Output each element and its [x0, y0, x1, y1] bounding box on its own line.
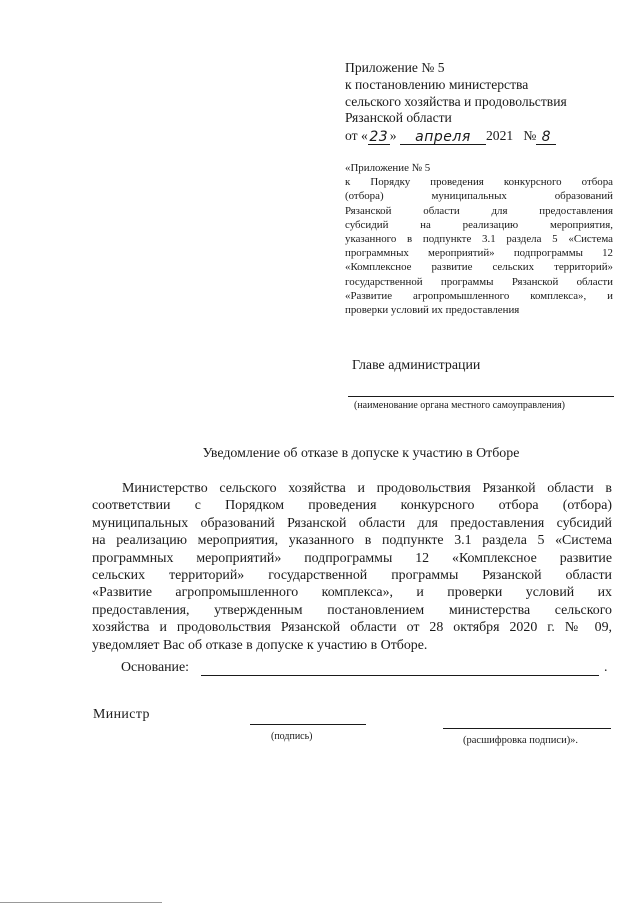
inner-line: к Порядку проведения конкурсного отбора [345, 176, 613, 189]
decode-line [443, 728, 611, 729]
inner-line: указанного в подпункте 3.1 раздела 5 «Система [345, 233, 613, 246]
appendix-header [345, 60, 625, 145]
appendix-title: Приложение № 5 [345, 60, 445, 75]
body-line: «Развитие агропромышленного комплекса», и проверки условий их [92, 585, 612, 601]
inner-line: «Комплексное развитие сельских территорий» [345, 261, 613, 274]
inner-line: субсидий на реализацию мероприятия, [345, 218, 613, 231]
date-day: 23 [369, 128, 389, 145]
addressee-label: Главе администрации [352, 358, 481, 373]
inner-line: государственной программы Рязанской области [345, 275, 613, 288]
body-line: хозяйства и продовольствия Рязанской области от 28 октября 2020 г. № 09, [92, 620, 612, 636]
appendix-line-3: сельского хозяйства и продовольствия [345, 93, 567, 109]
inner-line: проверки условий их предоставления [345, 304, 520, 317]
body-line: муниципальных образований Рязанской области для предоставления субсидий [92, 515, 612, 531]
inner-line: «Развитие агропромышленного комплекса», и [345, 289, 613, 302]
basis-end: . [604, 660, 608, 675]
body-line: предоставления, утвержденным постановлением министерства сельского [92, 602, 612, 618]
scan-edge-line [0, 902, 162, 903]
appendix-line-2: к постановлению министерства [345, 76, 529, 92]
body-line: сельских территорий» государственной программы Рязанской области [92, 568, 612, 584]
inner-line: (отбора) муниципальных образований [345, 190, 613, 203]
inner-line: «Приложение № 5 [345, 162, 431, 174]
appendix-date-line [345, 128, 625, 145]
body-line: на реализацию мероприятия, указанного в подпункте 3.1 раздела 5 «Система [92, 533, 612, 549]
notice-body [92, 480, 612, 654]
basis-label: Основание: [121, 660, 190, 675]
minister-label: Министр [93, 707, 150, 722]
decode-caption: (расшифровка подписи)». [463, 735, 579, 746]
document-number: 8 [536, 129, 556, 145]
signature-line [250, 724, 366, 725]
notice-title: Уведомление об отказе в допуске к участию в Отборе [202, 446, 520, 461]
body-line: программных мероприятий» подпрограммы 12 «Комплексное развитие [92, 550, 612, 566]
inner-line: Рязанской области для предоставления [345, 204, 613, 217]
date-quote-close: » [389, 128, 397, 144]
addressee-caption: (наименование органа местного самоуправления) [354, 400, 566, 411]
inner-line: программных мероприятий» подпрограммы 12 [345, 247, 613, 260]
date-year: 2021 [485, 128, 514, 144]
date-month: апреля [400, 129, 486, 145]
date-prefix: от « [345, 128, 368, 144]
signature-caption: (подпись) [271, 731, 313, 742]
body-line: соответствии с Порядком проведения конкурсного отбора (отбора) [92, 498, 612, 514]
basis-line [201, 675, 599, 676]
appendix-line-4: Рязанской области [345, 110, 452, 126]
body-line: уведомляет Вас об отказе в допуске к участию в Отборе. [92, 637, 428, 653]
body-line: Министерство сельского хозяйства и продовольствия Рязанкой области в [122, 481, 612, 496]
inner-appendix [345, 161, 613, 317]
addressee-line [348, 396, 614, 397]
number-label: № [523, 128, 537, 144]
